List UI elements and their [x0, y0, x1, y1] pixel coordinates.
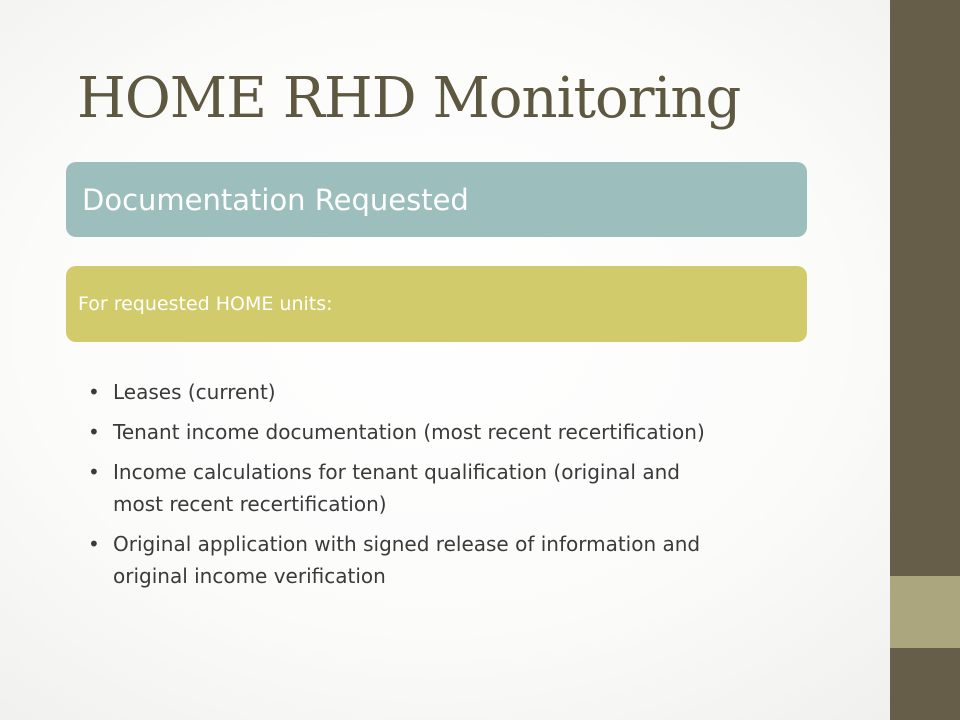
sidebar-accent-middle — [890, 576, 960, 648]
bullet-icon: • — [88, 532, 100, 556]
section-header-bar — [66, 162, 807, 237]
slide-title: HOME RHD Monitoring — [77, 66, 741, 131]
list-item — [88, 376, 708, 408]
bullet-icon: • — [88, 380, 100, 404]
list-item-text: Tenant income documentation (most recent recertification) — [113, 420, 705, 444]
subsection-header-text: For requested HOME units: — [78, 293, 333, 315]
sidebar-accent-bottom — [890, 648, 960, 720]
list-item-text: Income calculations for tenant qualification (original and most recent recertification) — [113, 460, 680, 516]
list-item-text: Original application with signed release of information and original income verification — [113, 532, 701, 588]
list-item — [88, 456, 708, 520]
list-item — [88, 528, 708, 592]
sidebar-accent-top — [890, 0, 960, 576]
bullet-icon: • — [88, 420, 100, 444]
list-item — [88, 416, 708, 448]
bullet-list — [88, 376, 708, 600]
list-item-text: Leases (current) — [113, 380, 276, 404]
subsection-header-bar — [66, 266, 807, 342]
section-header-text: Documentation Requested — [82, 182, 469, 217]
bullet-icon: • — [88, 460, 100, 484]
